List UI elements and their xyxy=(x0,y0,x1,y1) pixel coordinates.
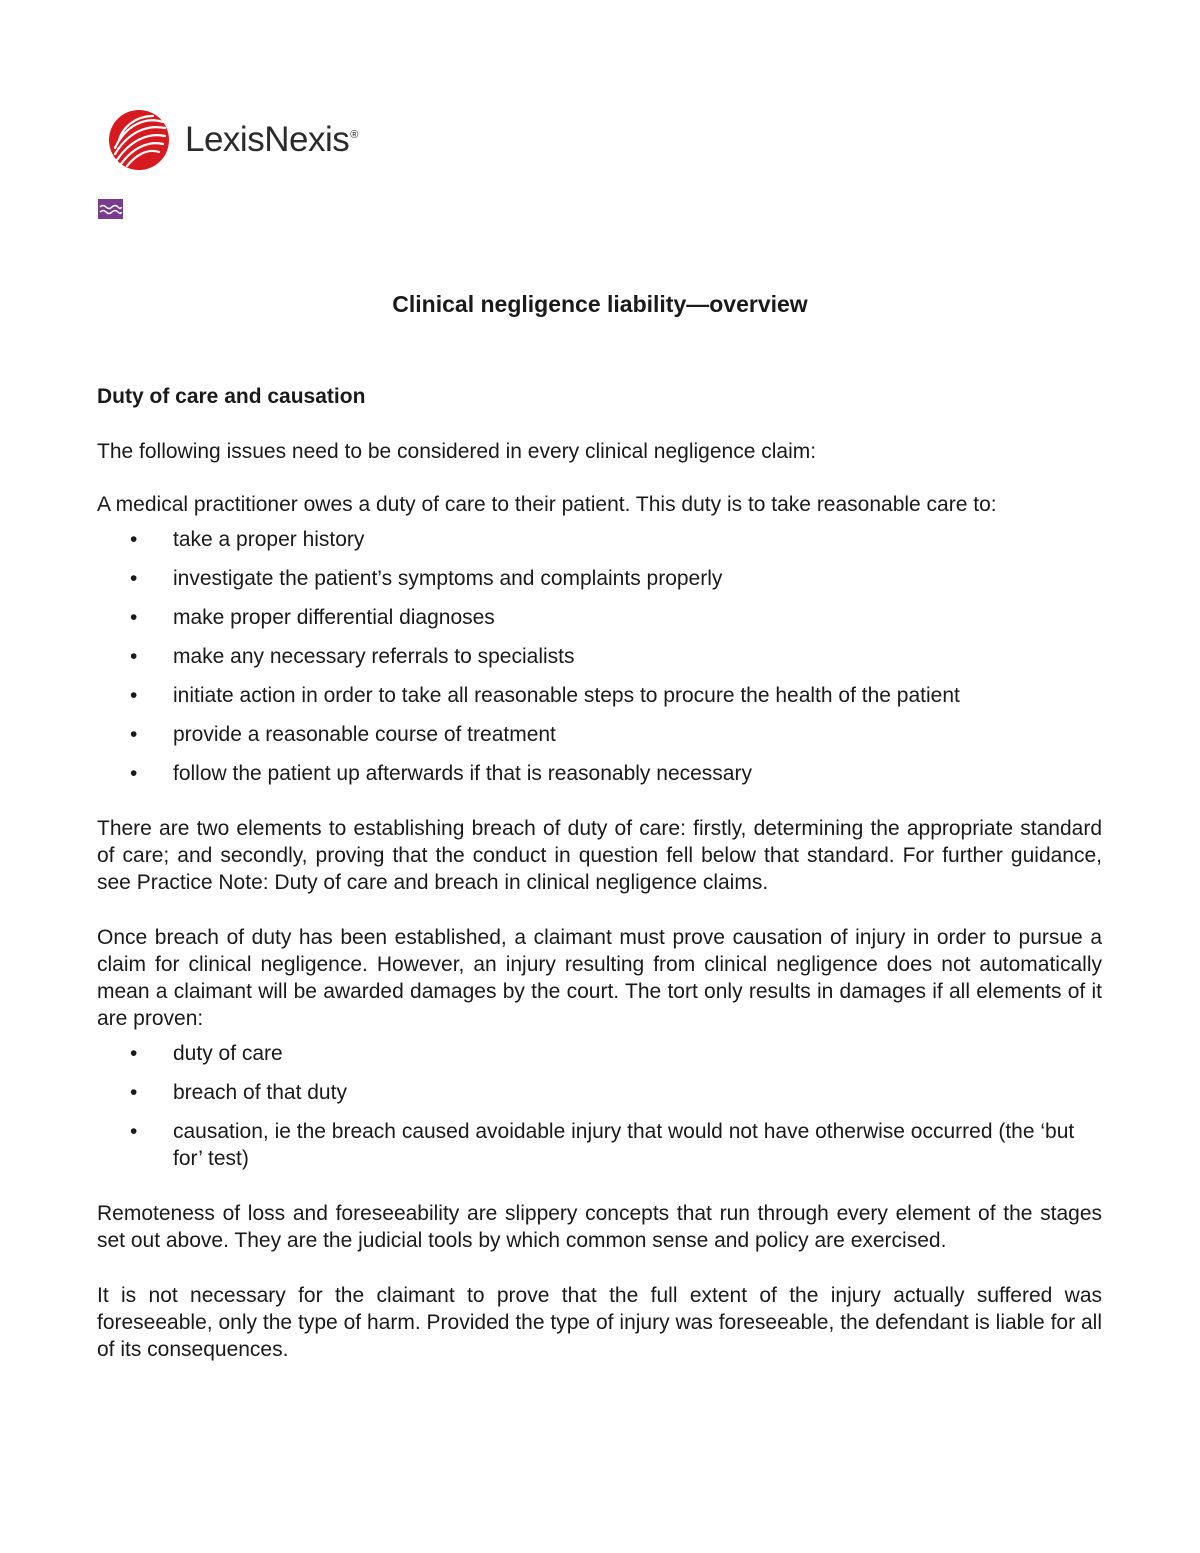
intro-paragraph: The following issues need to be considered in every clinical negligence claim: xyxy=(97,440,817,463)
section-heading: Duty of care and causation xyxy=(97,385,366,408)
list-item: • make proper differential diagnoses xyxy=(130,606,495,629)
bullet-icon: • xyxy=(130,1081,138,1104)
bullet-icon: • xyxy=(130,1120,138,1143)
remoteness-paragraph: Remoteness of loss and foreseeability are slippery concepts that run through every element of the stages set out above. They are the judicial tools by which common sense and policy are exercised. xyxy=(97,1202,1102,1252)
duty-list xyxy=(97,526,1102,787)
causation-paragraph: Once breach of duty has been established, a claimant must prove causation of injury in order to pursue a claim for clinical negligence. However, an injury resulting from clinical negligence does not automatically mean a claimant will be awarded damages by the court. The tort only results in damages if all elements of it are proven: xyxy=(97,926,1102,1030)
document-title: Clinical negligence liability—overview xyxy=(392,291,808,317)
bullet-icon: • xyxy=(130,606,138,629)
list-item: • causation, ie the breach caused avoidable injury that would not have otherwise occurred (the ‘but for’ test) xyxy=(130,1120,1075,1170)
logo-wordmark: LexisNexis® xyxy=(185,120,358,159)
bullet-icon: • xyxy=(130,684,138,707)
purple-wave-badge-icon xyxy=(98,199,123,219)
bullet-icon: • xyxy=(130,1042,138,1065)
list-item: • provide a reasonable course of treatment xyxy=(130,723,556,746)
bullet-icon: • xyxy=(130,723,138,746)
list-item: • initiate action in order to take all reasonable steps to procure the health of the patient xyxy=(130,684,960,707)
list-item: • duty of care xyxy=(130,1042,283,1065)
bullet-icon: • xyxy=(130,645,138,668)
lexisnexis-knowledge-burst-icon xyxy=(107,108,171,172)
lexisnexis-logo xyxy=(107,104,358,176)
foreseeability-paragraph: It is not necessary for the claimant to prove that the full extent of the injury actually suffered was foreseeable, only the type of harm. Provided the type of injury was foreseeable, the defendant is liable for all of its consequences. xyxy=(97,1284,1102,1361)
elements-list xyxy=(97,1040,1102,1172)
list-item: • make any necessary referrals to specialists xyxy=(130,645,575,668)
bullet-icon: • xyxy=(130,762,138,785)
list-item: • take a proper history xyxy=(130,528,365,551)
bullet-icon: • xyxy=(130,528,138,551)
duty-intro-paragraph: A medical practitioner owes a duty of care to their patient. This duty is to take reasonable care to: xyxy=(97,493,997,516)
bullet-icon: • xyxy=(130,567,138,590)
list-item: • breach of that duty xyxy=(130,1081,347,1104)
list-item: • follow the patient up afterwards if that is reasonably necessary xyxy=(130,762,752,785)
breach-paragraph: There are two elements to establishing breach of duty of care: firstly, determining the appropriate standard of care; and secondly, proving that the conduct in question fell below that standard. For further guidance, see Practice Note: Duty of care and breach in clinical negligence claims. xyxy=(97,817,1102,894)
list-item: • investigate the patient’s symptoms and complaints properly xyxy=(130,567,723,590)
document-body xyxy=(97,383,1102,1363)
